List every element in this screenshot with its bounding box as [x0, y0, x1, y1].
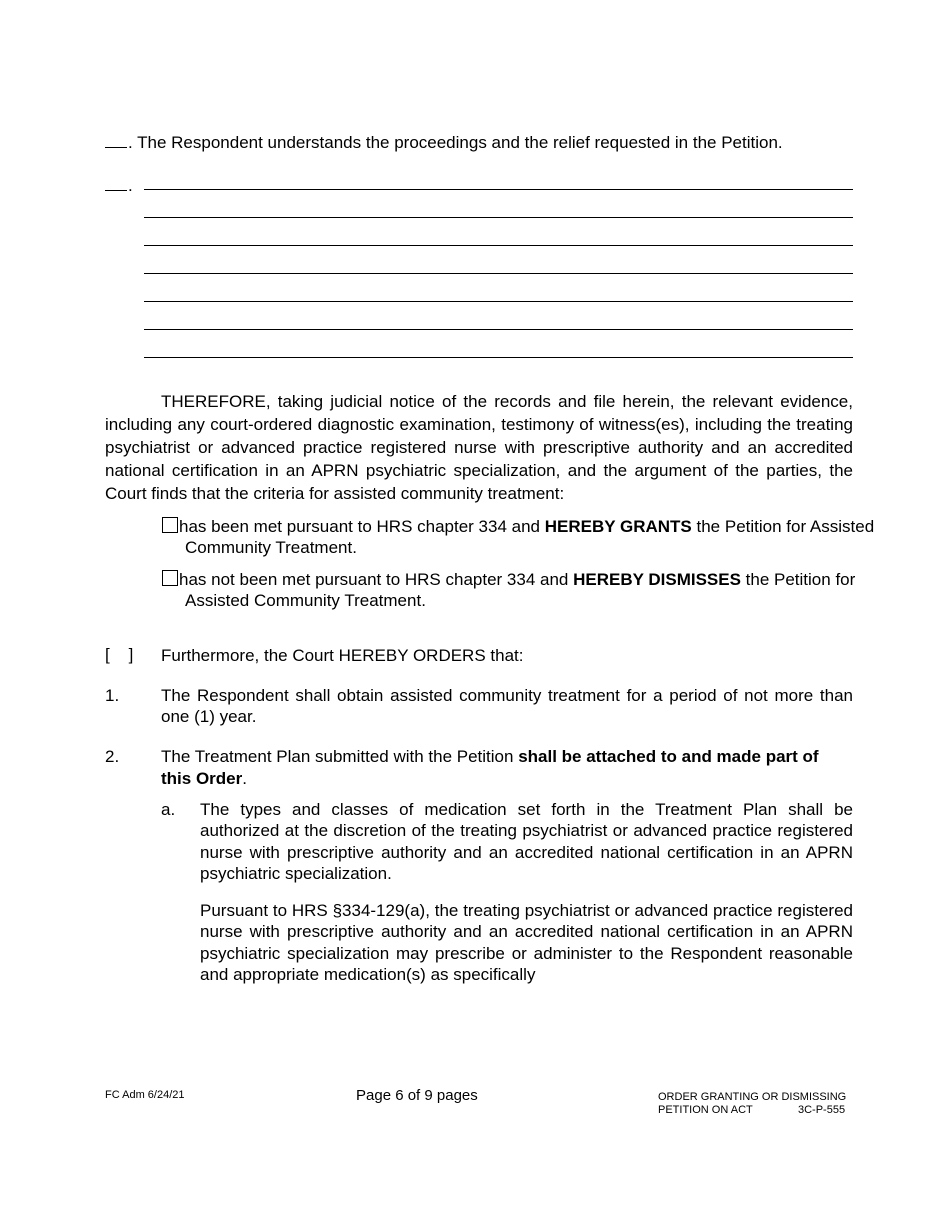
dismiss-checkbox[interactable] [162, 570, 178, 586]
finding-1-text: . The Respondent understands the proceedings and the relief requested in the Petition. [128, 133, 783, 152]
option-grant [162, 516, 877, 558]
order-2-post: . [242, 769, 247, 788]
orders-intro: Furthermore, the Court HEREBY ORDERS that: [161, 646, 524, 665]
sub-a-paragraph-2: Pursuant to HRS §334-129(a), the treating psychiatrist or advanced practice registered nurse with prescriptive authority and an accredited national certification in an APRN psychiatric specialization may prescribe or administer to the Respondent reasonable and appropriate medication(s) as specifically [200, 901, 853, 984]
finding-2-blank[interactable] [105, 174, 127, 191]
grant-checkbox[interactable] [162, 517, 178, 533]
footer-form-number: 3C-P-555 [798, 1104, 846, 1116]
footer-title-line-2-row [658, 1104, 848, 1117]
footer-title-line-2: PETITION ON ACT [658, 1104, 753, 1116]
dismiss-text-post: the Petition for Assisted Community Treatment. [185, 570, 856, 610]
option-dismiss [162, 569, 877, 611]
blank-line[interactable] [144, 357, 853, 358]
footer-title [658, 1091, 848, 1117]
finding-1-blank[interactable] [105, 131, 127, 148]
sub-a-text: The types and classes of medication set forth in the Treatment Plan shall be authorized at the discretion of the treating psychiatrist or advanced practice registered nurse with prescriptive authority and an accredited national certification in an APRN psychiatric specialization. [200, 800, 853, 883]
sub-a-label: a. [161, 800, 176, 819]
dismiss-text-pre: has not been met pursuant to HRS chapter 334 and [179, 570, 574, 589]
dismiss-text-bold: HEREBY DISMISSES [573, 570, 741, 589]
orders-bracket[interactable]: [ ] [105, 645, 134, 664]
grant-text-post: the Petition for Assisted Community Treatment. [185, 517, 875, 557]
grant-text-pre: has been met pursuant to HRS chapter 334 and [179, 517, 545, 536]
finding-2-text: . [128, 176, 133, 195]
order-2-pre: The Treatment Plan submitted with the Petition [161, 747, 519, 766]
finding-item-2 [105, 174, 133, 196]
footer-page-number: Page 6 of 9 pages [356, 1087, 478, 1104]
blank-line[interactable] [144, 217, 853, 218]
blank-line[interactable] [144, 301, 853, 302]
footer-title-line-1: ORDER GRANTING OR DISMISSING [658, 1091, 847, 1103]
order-1-number: 1. [105, 686, 120, 705]
blank-line[interactable] [144, 189, 853, 190]
blank-line[interactable] [144, 273, 853, 274]
order-2-bold: shall be attached to and made part of this Order [161, 747, 819, 788]
therefore-paragraph: THEREFORE, taking judicial notice of the records and file herein, the relevant evidence, including any court-ordered diagnostic examination, testimony of witness(es), including the treating psychiatrist or advanced practice registered nurse with prescriptive authority and an accredited national certification in an APRN psychiatric specialization, and the argument of the parties, the Court finds that the criteria for assisted community treatment: [105, 392, 853, 503]
grant-text-bold: HEREBY GRANTS [544, 517, 692, 536]
order-1-text: The Respondent shall obtain assisted community treatment for a period of not more than one (1) year. [161, 686, 853, 726]
order-2-text [161, 746, 853, 790]
blank-line[interactable] [144, 329, 853, 330]
order-2-number: 2. [105, 747, 120, 766]
blank-line[interactable] [144, 245, 853, 246]
finding-item-1 [105, 131, 865, 153]
footer-form-id: FC Adm 6/24/21 [105, 1089, 185, 1101]
